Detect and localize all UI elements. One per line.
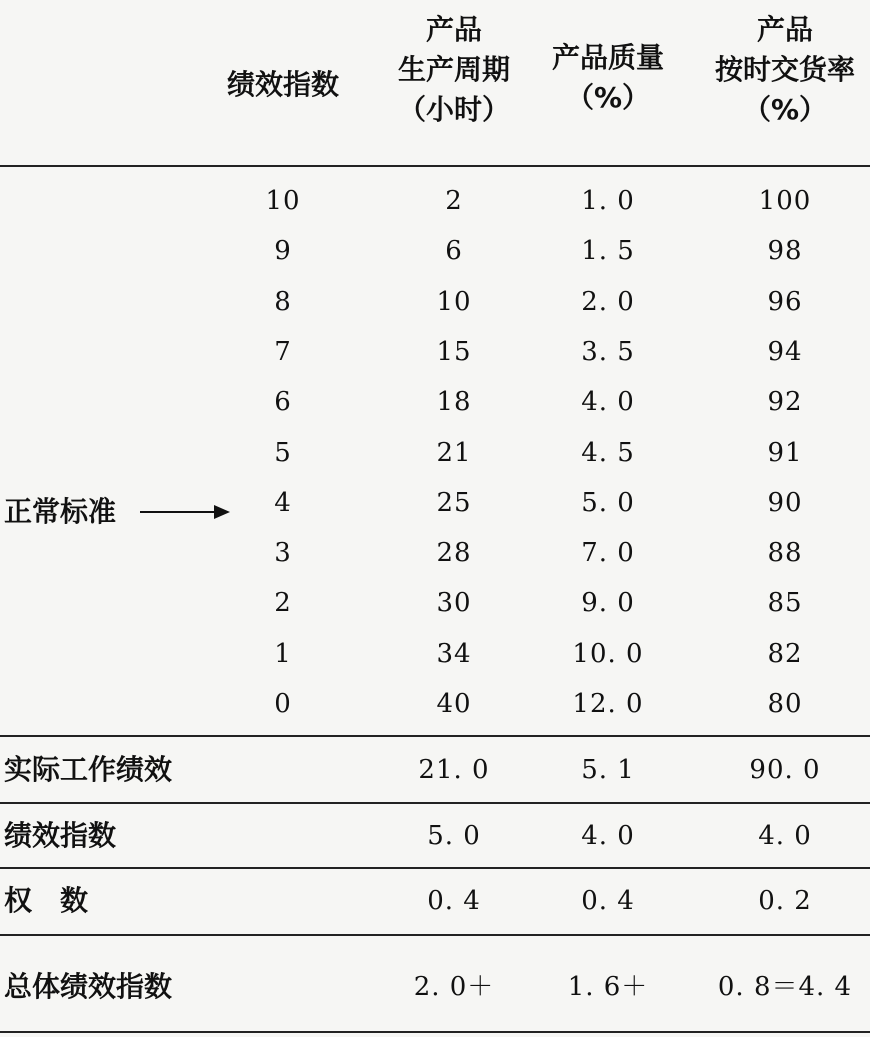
table-cell: 4. 5 — [581, 437, 635, 468]
header-cycle-time — [375, 10, 533, 130]
summary-row-overall — [0, 955, 870, 1019]
summary-value: 90. 0 — [749, 755, 821, 785]
summary-label: 实际工作绩效 — [4, 753, 173, 786]
table-cell: 96 — [767, 286, 803, 317]
table-cell: 100 — [758, 186, 812, 216]
table-row — [0, 578, 870, 628]
table-cell: 91 — [767, 437, 803, 468]
table-cell: 90 — [767, 487, 803, 518]
table-cell: 2 — [274, 588, 292, 619]
table-cell: 1 — [274, 638, 292, 669]
table-header — [0, 0, 870, 165]
summary-value: 0. 4 — [427, 886, 481, 916]
table-row — [0, 226, 870, 276]
header-rule — [0, 165, 870, 167]
table-bottom-rule — [0, 1031, 870, 1033]
table-cell: 10 — [436, 286, 472, 317]
table-cell: 10. 0 — [572, 638, 644, 669]
table-row — [0, 176, 870, 226]
summary-value: 1. 6＋ — [567, 972, 649, 1002]
summary-value: 2. 0＋ — [413, 972, 495, 1002]
summary-value: 5. 1 — [581, 755, 635, 785]
header-quality — [528, 38, 688, 118]
table-cell: 10 — [265, 186, 301, 216]
normal-standard-arrow — [0, 487, 240, 537]
table-cell: 6 — [274, 387, 292, 418]
table-cell: 3. 5 — [581, 336, 635, 367]
table-row — [0, 629, 870, 679]
summary-value: 0. 8＝4. 4 — [717, 972, 853, 1002]
summary-value: 21. 0 — [418, 755, 490, 785]
summary-value: 4. 0 — [581, 821, 635, 851]
table-cell: 34 — [436, 638, 472, 669]
summary-label: 绩效指数 — [4, 819, 117, 852]
summary-row-actual — [0, 738, 870, 802]
summary-label: 权 数 — [4, 884, 89, 917]
summary-value: 5. 0 — [427, 821, 481, 851]
table-cell: 7. 0 — [581, 538, 635, 569]
table-cell: 18 — [436, 387, 472, 418]
table-cell: 2 — [445, 186, 463, 216]
header-cycle-time-line3: （小时） — [397, 93, 510, 126]
table-cell: 25 — [436, 487, 472, 518]
table-cell: 1. 0 — [581, 186, 635, 216]
table-cell: 5. 0 — [581, 487, 635, 518]
table-cell: 21 — [436, 437, 472, 468]
table-cell: 2. 0 — [581, 286, 635, 317]
table-cell: 9 — [274, 236, 292, 267]
table-row — [0, 679, 870, 729]
table-cell: 3 — [274, 538, 292, 569]
summary-row-weight — [0, 869, 870, 933]
table-cell: 5 — [274, 437, 292, 468]
arrow-head-icon — [214, 505, 230, 519]
table-cell: 4 — [274, 487, 292, 518]
table-cell: 7 — [274, 336, 292, 367]
summary-value: 4. 0 — [758, 821, 812, 851]
table-cell: 1. 5 — [581, 236, 635, 267]
arrow-shaft — [140, 511, 218, 513]
table-cell: 82 — [767, 638, 803, 669]
table-cell: 12. 0 — [572, 689, 644, 719]
table-cell: 9. 0 — [581, 588, 635, 619]
header-delivery-line1: 产品 — [756, 13, 813, 46]
table-cell: 30 — [436, 588, 472, 619]
table-row — [0, 327, 870, 377]
table-cell: 28 — [436, 538, 472, 569]
table-cell: 0 — [274, 689, 292, 719]
normal-standard-label: 正常标准 — [4, 495, 117, 528]
table-row — [0, 277, 870, 327]
table-cell: 92 — [767, 387, 803, 418]
table-cell: 8 — [274, 286, 292, 317]
table-cell: 88 — [767, 538, 803, 569]
summary-row-index — [0, 804, 870, 868]
summary-rule — [0, 934, 870, 936]
header-performance-index: 绩效指数 — [226, 68, 339, 101]
header-delivery-line3: （%） — [742, 93, 828, 126]
header-quality-line2: （%） — [565, 81, 651, 114]
summary-value: 0. 2 — [758, 886, 812, 916]
summary-label: 总体绩效指数 — [4, 970, 173, 1003]
table-cell: 4. 0 — [581, 387, 635, 418]
table-cell: 40 — [436, 689, 472, 719]
table-cell: 85 — [767, 588, 803, 619]
header-quality-line1: 产品质量 — [551, 41, 664, 74]
header-delivery-line2: 按时交货率 — [714, 53, 855, 86]
table-cell: 6 — [445, 236, 463, 267]
table-cell: 94 — [767, 336, 803, 367]
table-cell: 80 — [767, 689, 803, 719]
rows-bottom-rule — [0, 735, 870, 737]
table-row — [0, 428, 870, 478]
header-on-time-delivery — [700, 10, 870, 130]
header-cycle-time-line2: 生产周期 — [397, 53, 510, 86]
table-row — [0, 377, 870, 427]
table-cell: 15 — [436, 336, 472, 367]
table-cell: 98 — [767, 236, 803, 267]
header-cycle-time-line1: 产品 — [425, 13, 482, 46]
summary-value: 0. 4 — [581, 886, 635, 916]
